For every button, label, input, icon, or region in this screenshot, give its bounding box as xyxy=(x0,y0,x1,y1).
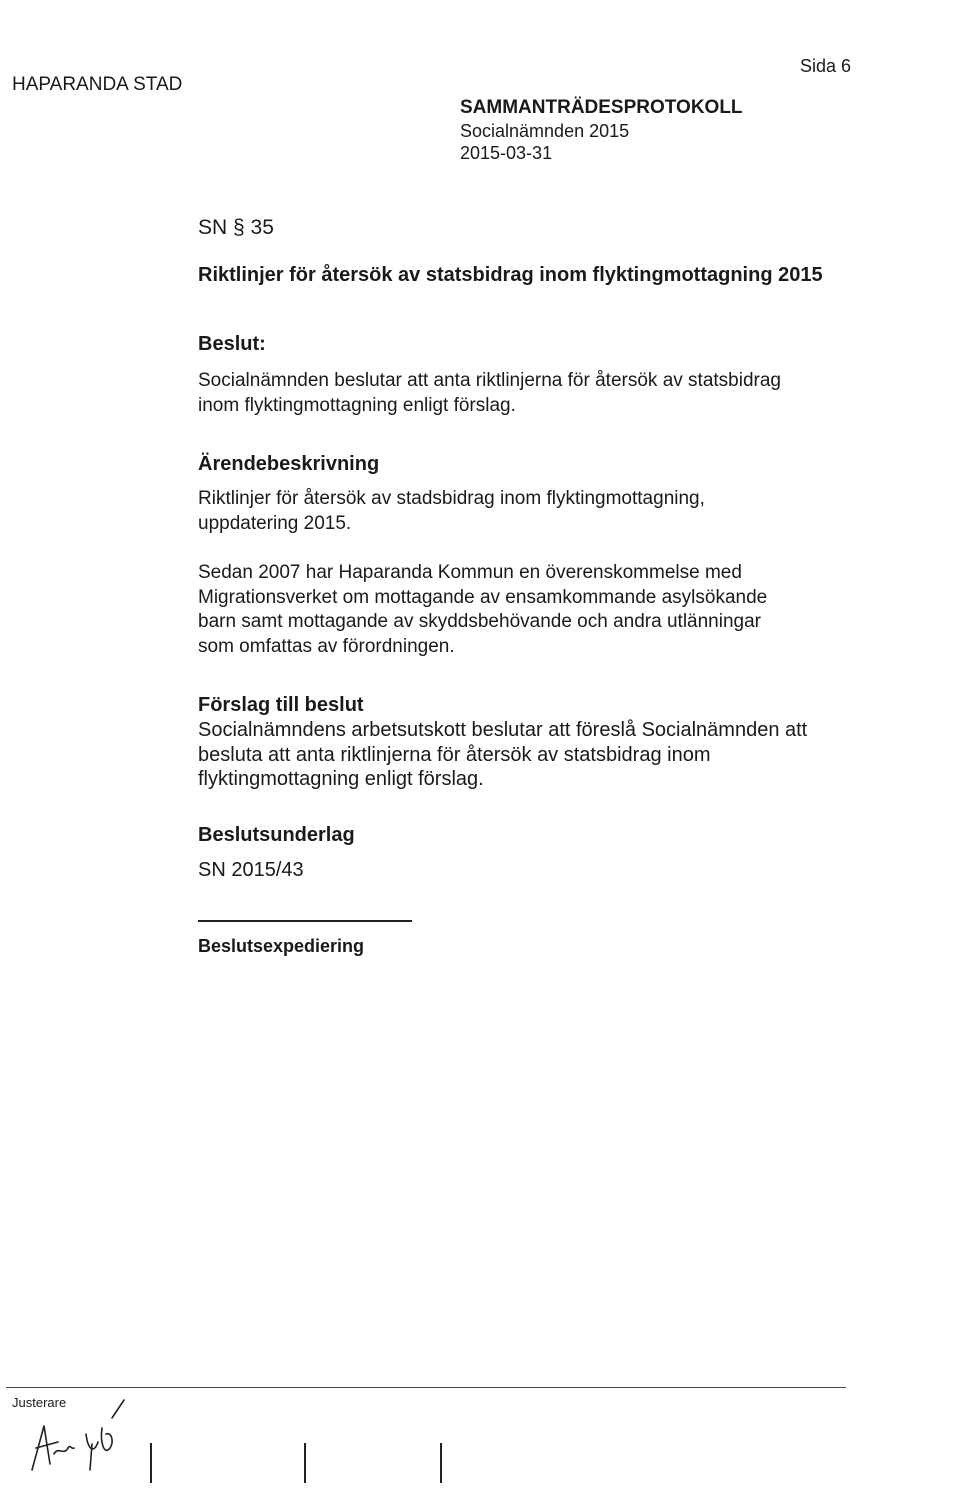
beslutsunderlag-heading: Beslutsunderlag xyxy=(198,824,355,846)
case-reference: SN 2015/43 xyxy=(198,859,304,881)
signature-mark xyxy=(440,1443,442,1483)
page-number: Sida 6 xyxy=(800,56,852,76)
signature-mark xyxy=(304,1443,306,1483)
signature-initials xyxy=(14,1398,134,1478)
arendebeskrivning-paragraph-2 xyxy=(198,561,858,659)
forslag-heading: Förslag till beslut xyxy=(198,694,364,716)
item-title: Riktlinjer för återsök av statsbidrag inom flyktingmottagning 2015 xyxy=(198,264,823,286)
beslutsexpediering-heading: Beslutsexpediering xyxy=(198,936,365,956)
arendebeskrivning-heading: Ärendebeskrivning xyxy=(198,453,380,475)
meeting-date: 2015-03-31 xyxy=(460,143,553,163)
beslut-text xyxy=(198,369,858,418)
beslut-heading: Beslut: xyxy=(198,333,266,355)
organization-name: HAPARANDA STAD xyxy=(12,74,183,95)
forslag-text xyxy=(198,718,858,792)
paragraph-line: som omfattas av förordningen. xyxy=(198,635,455,657)
paragraph-line: flyktingmottagning enligt förslag. xyxy=(198,768,484,790)
committee-name: Socialnämnden 2015 xyxy=(460,121,630,141)
document-type: SAMMANTRÄDESPROTOKOLL xyxy=(460,97,743,118)
paragraph-line: Socialnämndens arbetsutskott beslutar att föreslå Socialnämnden att xyxy=(198,719,808,741)
paragraph-line: barn samt mottagande av skyddsbehövande och andra utlänningar xyxy=(198,611,761,632)
paragraph-line: besluta att anta riktlinjerna för återsök av statsbidrag inom xyxy=(198,743,711,766)
signature-mark xyxy=(150,1443,152,1483)
beslut-line: inom flyktingmottagning enligt förslag. xyxy=(198,394,516,416)
section-divider xyxy=(198,920,412,922)
footer-rule xyxy=(6,1387,846,1388)
paragraph-line: Migrationsverket om mottagande av ensamkommande asylsökande xyxy=(198,586,768,608)
paragraph-line: Riktlinjer för återsök av stadsbidrag inom flyktingmottagning, xyxy=(198,488,705,509)
paragraph-line: Sedan 2007 har Haparanda Kommun en överenskommelse med xyxy=(198,562,742,583)
beslut-line: Socialnämnden beslutar att anta riktlinjerna för återsök av statsbidrag xyxy=(198,370,781,391)
item-number: SN § 35 xyxy=(198,216,274,239)
arendebeskrivning-paragraph-1 xyxy=(198,487,858,536)
justerare-label: Justerare xyxy=(12,1395,67,1410)
paragraph-line: uppdatering 2015. xyxy=(198,512,352,534)
